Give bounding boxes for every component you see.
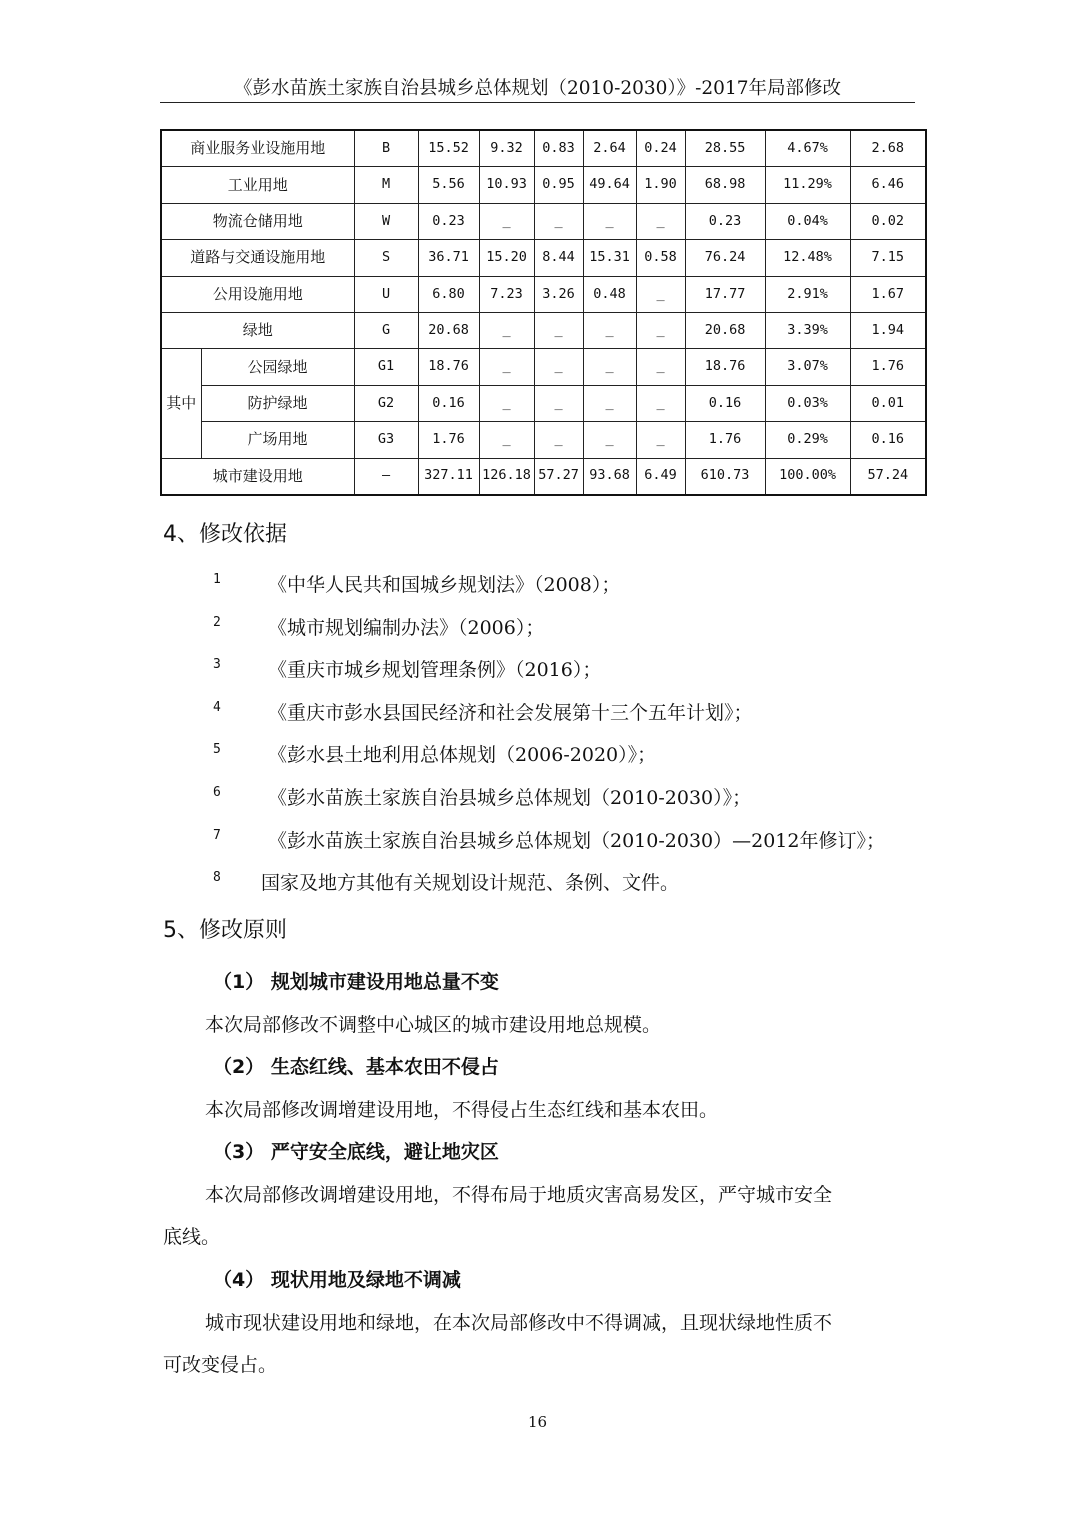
table-row	[161, 203, 926, 239]
table-cell: 93.68	[583, 458, 636, 495]
table-cell: 57.24	[850, 458, 926, 495]
land-type-name: 防护绿地	[201, 385, 354, 421]
reference-text: 《彭水苗族土家族自治县城乡总体规划（2010-2030）—2012年修订》；	[268, 830, 885, 852]
reference-number: 2	[213, 615, 221, 630]
table-cell: 0.48	[583, 276, 636, 312]
land-type-name: 广场用地	[201, 422, 354, 458]
table-cell: 3.26	[534, 276, 583, 312]
table-cell: 6.46	[850, 167, 926, 203]
table-cell: 0.16	[418, 385, 479, 421]
reference-number: 1	[213, 572, 221, 587]
page-number: 16	[527, 1413, 548, 1431]
land-type-code: M	[354, 167, 418, 203]
table-cell: _	[534, 349, 583, 385]
reference-number: 4	[213, 700, 221, 715]
principle-heading: （4） 现状用地及绿地不调减	[213, 1269, 461, 1291]
land-type-code: —	[354, 458, 418, 495]
land-type-code: U	[354, 276, 418, 312]
table-cell: 2.64	[583, 130, 636, 167]
land-use-table	[160, 129, 927, 496]
table-cell: 18.76	[418, 349, 479, 385]
reference-text: 《重庆市城乡规划管理条例》（2016）；	[268, 659, 602, 681]
land-type-code: B	[354, 130, 418, 167]
table-cell: _	[583, 203, 636, 239]
page-header-title: 《彭水苗族土家族自治县城乡总体规划（2010-2030）》-2017年局部修改	[234, 78, 841, 99]
table-cell: 3.39%	[765, 312, 850, 348]
land-type-name: 绿地	[161, 312, 354, 348]
table-cell: 57.27	[534, 458, 583, 495]
principle-heading: （2） 生态红线、基本农田不侵占	[213, 1056, 499, 1078]
table-cell: 76.24	[685, 240, 765, 276]
table-cell: _	[534, 203, 583, 239]
reference-number: 6	[213, 785, 221, 800]
land-type-code: G	[354, 312, 418, 348]
land-type-code: G2	[354, 385, 418, 421]
table-cell: 2.91%	[765, 276, 850, 312]
table-cell: 0.95	[534, 167, 583, 203]
table-cell: 17.77	[685, 276, 765, 312]
principle-paragraph: 城市现状建设用地和绿地，在本次局部修改中不得调减，且现状绿地性质不	[205, 1312, 833, 1334]
table-cell: 6.80	[418, 276, 479, 312]
table-cell: 0.23	[418, 203, 479, 239]
table-cell: 68.98	[685, 167, 765, 203]
table-cell: 12.48%	[765, 240, 850, 276]
principle-paragraph: 可改变侵占。	[163, 1354, 278, 1376]
table-cell: 10.93	[479, 167, 534, 203]
table-cell: _	[583, 385, 636, 421]
table-cell: 610.73	[685, 458, 765, 495]
table-cell: _	[583, 349, 636, 385]
table-cell: 1.76	[850, 349, 926, 385]
table-row	[161, 240, 926, 276]
principle-paragraph: 本次局部修改不调整中心城区的城市建设用地总规模。	[205, 1014, 662, 1036]
land-type-name: 城市建设用地	[161, 458, 354, 495]
table-cell: 6.49	[636, 458, 685, 495]
table-cell: 0.58	[636, 240, 685, 276]
table-row	[161, 312, 926, 348]
table-cell: 0.24	[636, 130, 685, 167]
land-type-name: 公用设施用地	[161, 276, 354, 312]
table-row	[161, 349, 926, 385]
table-cell: 8.44	[534, 240, 583, 276]
table-cell: 1.67	[850, 276, 926, 312]
principle-heading: （3） 严守安全底线，避让地灾区	[213, 1141, 499, 1163]
table-cell: _	[636, 385, 685, 421]
reference-number: 8	[213, 870, 221, 885]
table-cell: _	[479, 385, 534, 421]
table-cell: 0.16	[685, 385, 765, 421]
reference-number: 5	[213, 742, 221, 757]
principle-paragraph: 本次局部修改调增建设用地，不得布局于地质灾害高易发区，严守城市安全	[205, 1184, 833, 1206]
land-type-code: S	[354, 240, 418, 276]
principle-paragraph: 底线。	[163, 1226, 221, 1248]
land-type-name: 物流仓储用地	[161, 203, 354, 239]
reference-number: 3	[213, 657, 221, 672]
group-label: 其中	[161, 349, 201, 458]
table-cell: 20.68	[685, 312, 765, 348]
reference-text: 《重庆市彭水县国民经济和社会发展第十三个五年计划》；	[268, 702, 753, 724]
table-cell: _	[479, 422, 534, 458]
table-cell: _	[583, 312, 636, 348]
table-cell: 0.04%	[765, 203, 850, 239]
table-cell: _	[636, 349, 685, 385]
table-cell: 18.76	[685, 349, 765, 385]
table-cell: 7.23	[479, 276, 534, 312]
table-cell: 15.20	[479, 240, 534, 276]
land-type-code: G3	[354, 422, 418, 458]
table-cell: 15.31	[583, 240, 636, 276]
table-cell: _	[534, 422, 583, 458]
table-cell: 3.07%	[765, 349, 850, 385]
table-cell: 36.71	[418, 240, 479, 276]
land-type-code: G1	[354, 349, 418, 385]
land-type-name: 道路与交通设施用地	[161, 240, 354, 276]
table-cell: 11.29%	[765, 167, 850, 203]
table-cell: 9.32	[479, 130, 534, 167]
land-type-name: 商业服务业设施用地	[161, 130, 354, 167]
table-cell: _	[534, 312, 583, 348]
table-cell: 4.67%	[765, 130, 850, 167]
section-4-title: 4、修改依据	[163, 522, 287, 547]
reference-text: 《彭水县土地利用总体规划（2006-2020）》；	[268, 744, 657, 766]
table-cell: 0.16	[850, 422, 926, 458]
principle-paragraph: 本次局部修改调增建设用地，不得侵占生态红线和基本农田。	[205, 1099, 719, 1121]
table-cell: 0.02	[850, 203, 926, 239]
header-divider	[160, 102, 915, 103]
table-cell: 100.00%	[765, 458, 850, 495]
land-type-name: 公园绿地	[201, 349, 354, 385]
table-row	[161, 276, 926, 312]
table-cell: 126.18	[479, 458, 534, 495]
table-cell: 0.03%	[765, 385, 850, 421]
table-row	[161, 385, 926, 421]
table-cell: 2.68	[850, 130, 926, 167]
table-cell: 5.56	[418, 167, 479, 203]
reference-number: 7	[213, 828, 221, 843]
table-cell: 20.68	[418, 312, 479, 348]
table-cell: 7.15	[850, 240, 926, 276]
reference-text: 国家及地方其他有关规划设计规范、条例、文件。	[261, 872, 680, 894]
reference-text: 《彭水苗族土家族自治县城乡总体规划（2010-2030）》；	[268, 787, 752, 809]
table-total-row	[161, 458, 926, 495]
table-cell: 0.29%	[765, 422, 850, 458]
table-cell: 327.11	[418, 458, 479, 495]
table-cell: _	[479, 203, 534, 239]
table-cell: 28.55	[685, 130, 765, 167]
section-5-title: 5、修改原则	[163, 918, 287, 943]
table-row	[161, 130, 926, 167]
table-cell: _	[534, 385, 583, 421]
table-cell: _	[636, 203, 685, 239]
land-type-code: W	[354, 203, 418, 239]
table-cell: 15.52	[418, 130, 479, 167]
table-cell: _	[479, 312, 534, 348]
table-cell: 1.94	[850, 312, 926, 348]
table-cell: 0.83	[534, 130, 583, 167]
table-row	[161, 167, 926, 203]
table-cell: _	[636, 312, 685, 348]
principle-heading: （1） 规划城市建设用地总量不变	[213, 971, 499, 993]
table-row	[161, 422, 926, 458]
table-cell: _	[636, 276, 685, 312]
reference-text: 《城市规划编制办法》（2006）；	[268, 617, 545, 639]
table-cell: 1.76	[685, 422, 765, 458]
reference-text: 《中华人民共和国城乡规划法》（2008）；	[268, 574, 621, 596]
table-cell: _	[636, 422, 685, 458]
table-cell: 49.64	[583, 167, 636, 203]
table-cell: 0.01	[850, 385, 926, 421]
table-cell: _	[479, 349, 534, 385]
table-cell: 1.90	[636, 167, 685, 203]
land-type-name: 工业用地	[161, 167, 354, 203]
table-cell: 0.23	[685, 203, 765, 239]
table-cell: _	[583, 422, 636, 458]
table-cell: 1.76	[418, 422, 479, 458]
